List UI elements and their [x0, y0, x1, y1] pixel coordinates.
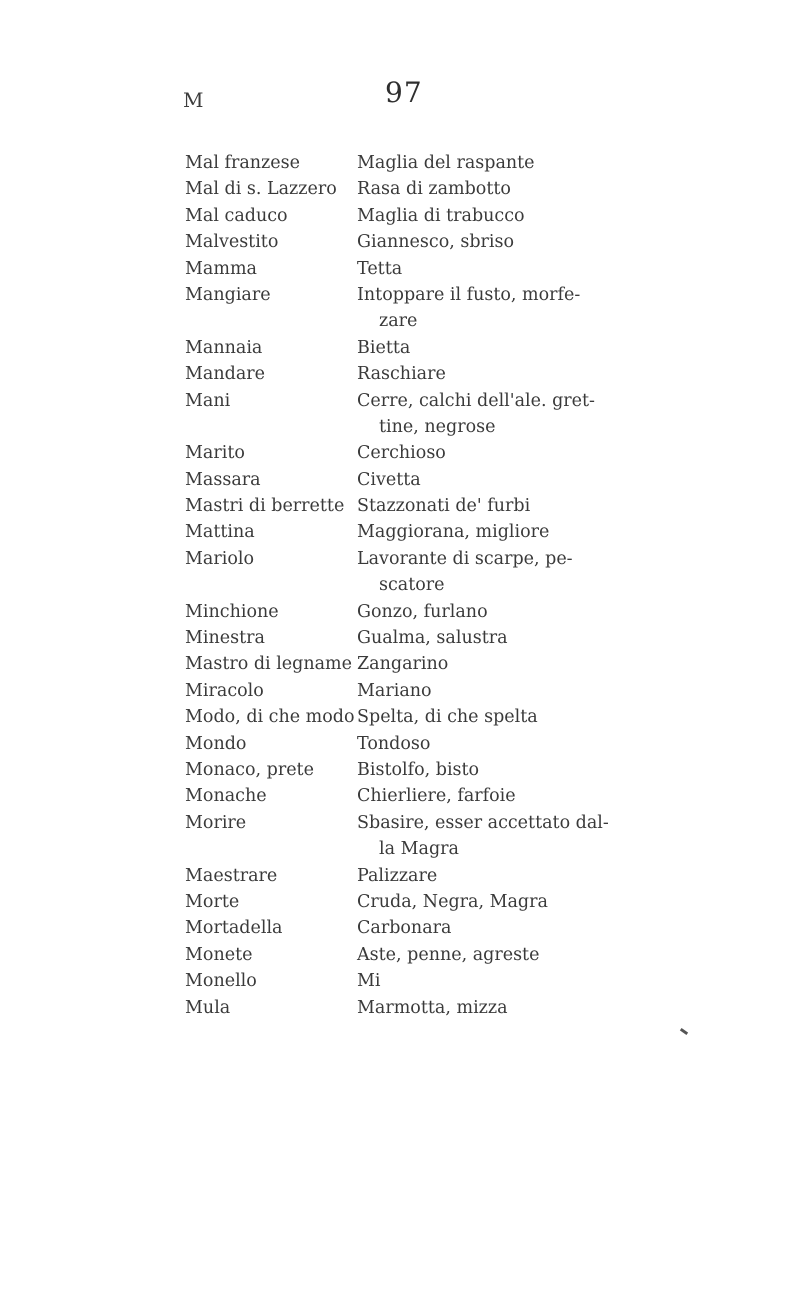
list-item: Monache	[185, 786, 267, 807]
list-item-continuation: la Magra	[379, 839, 459, 860]
list-item: Zangarino	[357, 654, 449, 675]
list-item: Carbonara	[357, 918, 452, 939]
list-item: Minchione	[185, 601, 279, 622]
list-item: Gualma, salustra	[357, 628, 508, 649]
list-item: Mortadella	[185, 918, 283, 939]
list-item: Monaco, prete	[185, 759, 314, 780]
list-item: Cruda, Negra, Magra	[357, 891, 548, 912]
list-item: Mal di s. Lazzero	[185, 179, 337, 200]
list-item: Mandare	[185, 364, 265, 385]
list-item: Mastri di berrette	[185, 496, 345, 517]
spacer	[185, 414, 385, 440]
list-item: Maggiorana, migliore	[357, 522, 550, 543]
list-item: Giannesco, sbriso	[357, 232, 515, 253]
list-item: Intoppare il fusto, morfe-	[357, 284, 581, 305]
list-item: Palizzare	[357, 865, 438, 886]
list-item: Spelta, di che spelta	[357, 707, 538, 728]
list-item: Stazzonati de' furbi	[357, 496, 531, 517]
list-item: Miracolo	[185, 680, 264, 701]
list-item: Minestra	[185, 628, 265, 649]
list-item: Tondoso	[357, 733, 431, 754]
list-item: Mastro di legname	[185, 654, 353, 675]
list-item: Mariolo	[185, 548, 254, 569]
list-item: Mal caduco	[185, 205, 288, 226]
list-item: Civetta	[357, 469, 421, 490]
list-item: Tetta	[357, 258, 403, 279]
list-item: Mondo	[185, 733, 247, 754]
list-item: Mattina	[185, 522, 255, 543]
list-item: Maglia di trabucco	[357, 205, 525, 226]
list-item: Chierliere, farfoie	[357, 786, 516, 807]
list-item-continuation: zare	[379, 311, 418, 332]
right-column-jargon-terms	[357, 150, 687, 1021]
list-item: Cerchioso	[357, 443, 446, 464]
list-item: Bistolfo, bisto	[357, 759, 480, 780]
list-item: Marmotta, mizza	[357, 997, 508, 1018]
list-item: Lavorante di scarpe, pe-	[357, 548, 573, 569]
list-item: Mamma	[185, 258, 257, 279]
list-item: Marito	[185, 443, 245, 464]
list-item: Sbasire, esser accettato dal-	[357, 812, 609, 833]
left-column-italian-terms	[185, 150, 385, 1021]
list-item: Mal franzese	[185, 153, 300, 173]
list-item: Raschiare	[357, 364, 446, 385]
list-item: Maestrare	[185, 865, 278, 886]
list-item-continuation: scatore	[379, 575, 445, 596]
list-item-continuation: tine, negrose	[379, 416, 496, 437]
list-item: Maglia del raspante	[357, 153, 535, 173]
list-item: Malvestito	[185, 232, 279, 253]
list-item: Mangiare	[185, 284, 271, 305]
list-item: Mi	[357, 971, 381, 992]
section-letter: M	[183, 88, 204, 112]
spacer	[185, 836, 385, 862]
page-number: 97	[385, 76, 423, 109]
list-item: Mula	[185, 997, 231, 1018]
list-item: Aste, penne, agreste	[357, 944, 540, 965]
spacer	[185, 572, 385, 598]
list-item: Morte	[185, 891, 240, 912]
list-item: Cerre, calchi dell'ale. gret-	[357, 390, 595, 411]
list-item: Mani	[185, 390, 231, 411]
list-item: Massara	[185, 469, 261, 490]
list-item: Monello	[185, 971, 257, 992]
list-item: Morire	[185, 812, 247, 833]
list-item: Modo, di che modo	[185, 707, 355, 728]
list-item: Mannaia	[185, 337, 263, 358]
list-item: Monete	[185, 944, 253, 965]
list-item: Mariano	[357, 680, 432, 701]
list-item: Rasa di zambotto	[357, 179, 511, 200]
spacer	[185, 308, 385, 334]
list-item: Bietta	[357, 337, 411, 358]
ink-mark	[680, 1028, 688, 1035]
list-item: Gonzo, furlano	[357, 601, 488, 622]
